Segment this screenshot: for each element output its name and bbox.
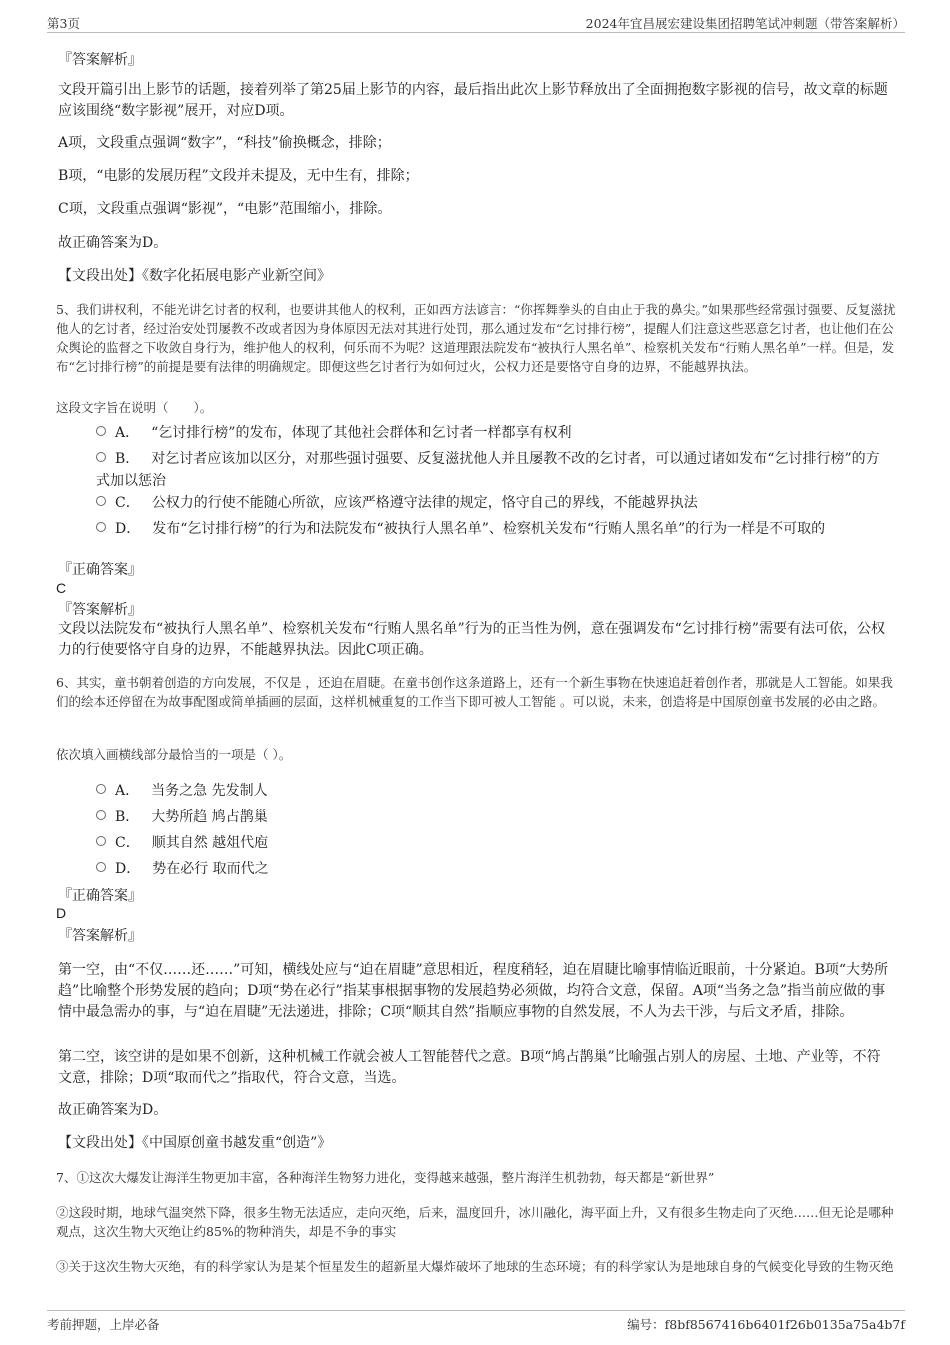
page-number: 第3页 (47, 16, 80, 31)
q5-stem: 5、我们讲权利，不能光讲乞讨者的权利，也要讲其他人的权利，正如西方法谚言：“你挥舞拳头的自由止于我的鼻尖。”如果那些经常强讨强要、反复滋扰他人的乞讨者，经过治安处罚屡教不改或者因为身体原因无法对其进行处罚，那么通过发布“乞讨排行榜”，提醒人们注意这些恶意乞讨者，也让他们在公众舆论的监督之下收敛自身行为，维护他人的权利，何乐而不为呢？这道理跟法院发布“被执行人黑名单”、检察机关发布“行贿人黑名单”一样。但是，发布“乞讨排行榜”的前提是要有法律的明确规定。即便这些乞讨者行为如何过火，公权力还是要恪守自身的边界，不能越界执法。 (56, 302, 896, 374)
q4-analysis-label: 『答案解析』 (58, 52, 142, 68)
q4-analysis-p3: B项，“电影的发展历程”文段并未提及，无中生有，排除； (58, 168, 419, 184)
q5-question: 这段文字旨在说明（ ）。 (56, 400, 213, 415)
radio-icon[interactable] (96, 810, 106, 820)
radio-icon[interactable] (96, 496, 106, 506)
document-id: 编号：f8bf8567416b6401f26b0135a75a4b7f (627, 1317, 905, 1332)
footer-slogan: 考前押题，上岸必备 (47, 1317, 160, 1332)
radio-icon[interactable] (96, 426, 106, 436)
q5-option-b[interactable]: B． 对乞讨者应该加以区分，对那些强讨强要、反复滋扰他人并且屡教不改的乞讨者，可以通过诸如发布“乞讨排行榜”的方式加以惩治 (96, 451, 880, 489)
q4-analysis-p1: 文段开篇引出上影节的话题，接着列举了第25届上影节的内容，最后指出此次上影节释放出了全面拥抱数字影视的信号，故文章的标题应该围绕“数字影视”展开，对应D项。 (58, 82, 888, 119)
q6-source: 【文段出处】《中国原创童书越发重“创造”》 (58, 1135, 332, 1151)
q7-sentence-3: ③关于这次生物大灭绝，有的科学家认为是某个恒星发生的超新星大爆炸破坏了地球的生态环境；有的科学家认为是地球自身的气候变化导致的生物灭绝 (56, 1259, 894, 1274)
q4-analysis-p4: C项，文段重点强调“影视”，“电影”范围缩小，排除。 (58, 201, 392, 217)
q6-stem: 6、其实，童书朝着创造的方向发展，不仅是 ，还迫在眉睫。在童书创作这条道路上，还有一个新生事物在快速追赶着创作者，那就是人工智能。如果我们的绘本还停留在为故事配图或简单插画的层面，这样机械重复的工作当下即可被人工智能 。可以说，未来，创造将是中国原创童书发展的必由之路。 (56, 675, 893, 709)
document-title: 2024年宜昌展宏建设集团招聘笔试冲刺题（带答案解析） (585, 16, 905, 31)
q6-analysis-p2: 第二空，该空讲的是如果不创新，这种机械工作就会被人工智能替代之意。B项“鸠占鹊巢”比喻强占别人的房屋、土地、产业等，不符文意，排除；D项“取而代之”指取代，符合文意，当选。 (58, 1049, 881, 1086)
q6-option-a[interactable]: A． 当务之急 先发制人 (96, 780, 896, 802)
q5-answer-label: 『正确答案』 (58, 562, 142, 578)
q6-option-b[interactable]: B． 大势所趋 鸠占鹊巢 (96, 806, 896, 828)
q4-analysis-p5: 故正确答案为D。 (58, 235, 168, 251)
q4-analysis-p2: A项，文段重点强调“数字”，“科技”偷换概念，排除； (58, 135, 391, 151)
q6-option-d[interactable]: D． 势在必行 取而代之 (96, 858, 896, 880)
page-header (47, 14, 905, 33)
q6-answer-label: 『正确答案』 (58, 888, 142, 904)
q6-question: 依次填入画横线部分最恰当的一项是（ ）。 (56, 747, 292, 762)
q7-sentence-1: 7、①这次大爆发让海洋生物更加丰富，各种海洋生物努力进化，变得越来越强，整片海洋生机勃勃，每天都是“新世界” (56, 1170, 715, 1185)
radio-icon[interactable] (96, 522, 106, 532)
radio-icon[interactable] (96, 784, 106, 794)
q4-source: 【文段出处】《数字化拓展电影产业新空间》 (58, 268, 331, 284)
q5-option-c[interactable]: C． 公权力的行使不能随心所欲，应该严格遵守法律的规定，恪守自己的界线，不能越界执法 (96, 492, 896, 514)
q6-analysis-p3: 故正确答案为D。 (58, 1102, 168, 1118)
q6-option-c[interactable]: C． 顺其自然 越俎代庖 (96, 832, 896, 854)
q5-analysis: 文段以法院发布“被执行人黑名单”、检察机关发布“行贿人黑名单”行为的正当性为例，意在强调发布“乞讨排行榜”需要有法可依，公权力的行使要恪守自身的边界，不能越界执法。因此C项正确。 (58, 621, 885, 658)
q5-option-a[interactable]: A． “乞讨排行榜”的发布，体现了其他社会群体和乞讨者一样都享有权利 (96, 422, 896, 444)
radio-icon[interactable] (96, 862, 106, 872)
radio-icon[interactable] (96, 836, 106, 846)
page-footer (47, 1310, 905, 1335)
q6-analysis-p1: 第一空，由“不仅……还……”可知，横线处应与“迫在眉睫”意思相近，程度稍轻，迫在眉睫比喻事情临近眼前，十分紧迫。B项“大势所趋”比喻整个形势发展的趋向；D项“势在必行”指某事根据事物的发展趋势必须做，均符合文意，保留。A项“当务之急”指当前应做的事情中最急需办的事，与“迫在眉睫”无法递进，排除；C项“顺其自然”指顺应事物的自然发展，不人为去干涉，与后文矛盾，排除。 (58, 962, 889, 1020)
q5-answer: C (56, 580, 67, 596)
q6-answer: D (56, 905, 67, 921)
q6-analysis-label: 『答案解析』 (58, 928, 142, 944)
q7-sentence-2: ②这段时期，地球气温突然下降，很多生物无法适应，走向灭绝，后来，温度回升，冰川融化，海平面上升，又有很多生物走向了灭绝……但无论是哪种观点，这次生物大灭绝让约85%的物种消失，却是不争的事实 (56, 1205, 894, 1239)
radio-icon[interactable] (96, 452, 106, 462)
q5-option-d[interactable]: D． 发布“乞讨排行榜”的行为和法院发布“被执行人黑名单”、检察机关发布“行贿人黑名单”的行为一样是不可取的 (96, 518, 896, 540)
q5-analysis-label: 『答案解析』 (58, 602, 142, 618)
